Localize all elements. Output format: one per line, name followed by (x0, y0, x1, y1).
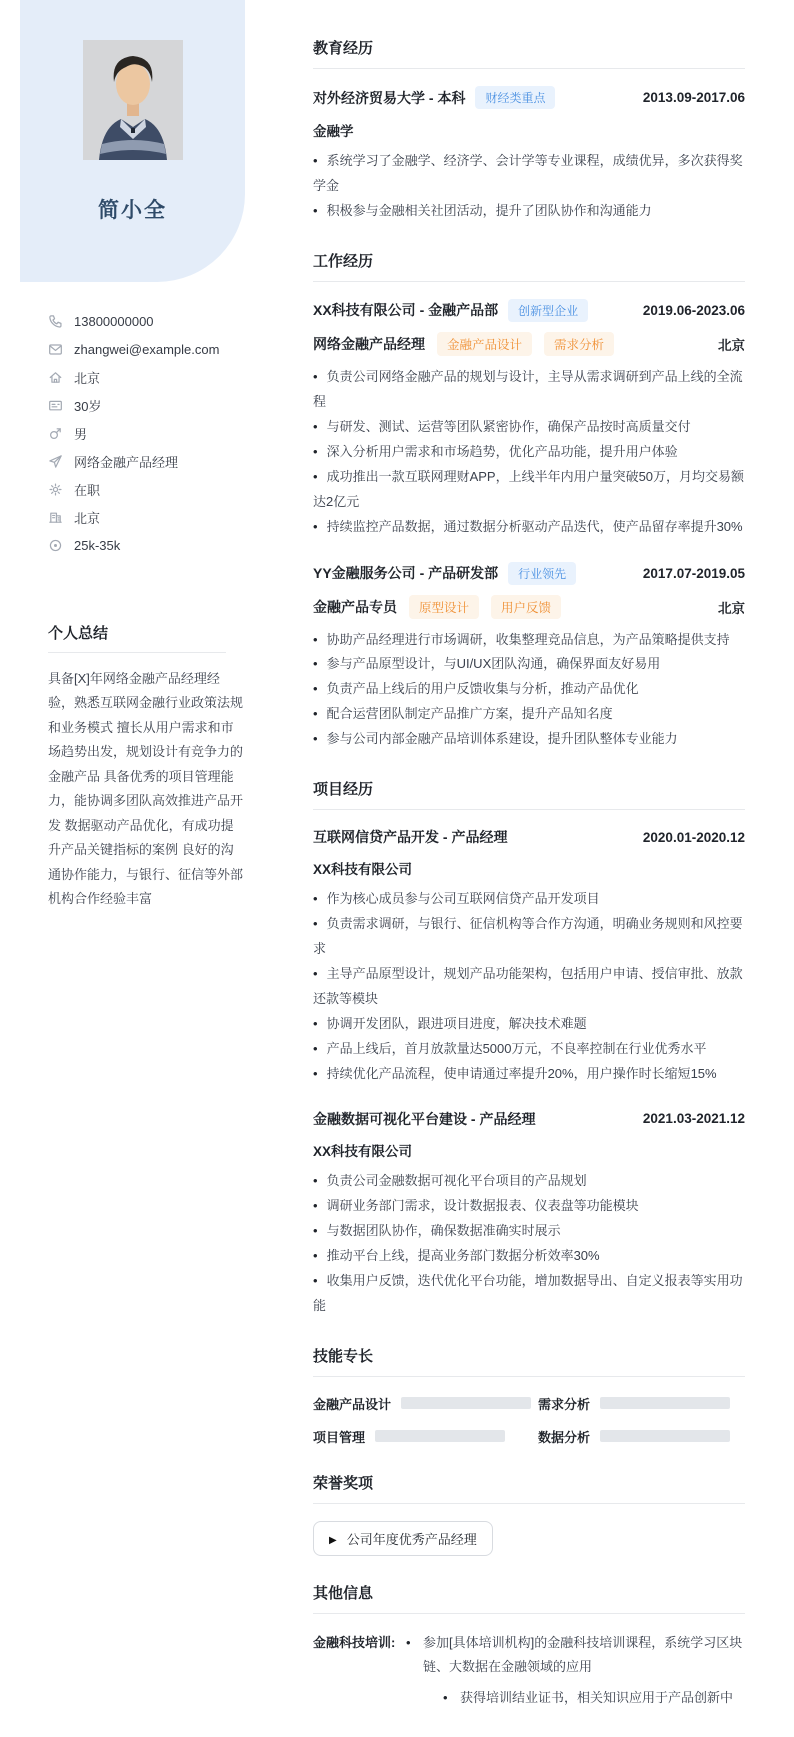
education-bullets (313, 149, 745, 224)
skill-item (538, 1394, 745, 1413)
skill-tag: 金融产品设计 (437, 332, 532, 356)
work-bullets (313, 628, 745, 753)
bullet-item: • 积极参与金融相关社团活动，提升了团队协作和沟通能力 (313, 199, 745, 224)
bullet-item: • 推动平台上线，提高业务部门数据分析效率30% (313, 1244, 745, 1269)
bullet-item: • 参与公司内部金融产品培训体系建设，提升团队整体专业能力 (313, 727, 745, 752)
contact-age-value: 30岁 (74, 398, 102, 414)
honors-title: 荣誉奖项 (313, 1472, 745, 1504)
contact-work-city (48, 503, 245, 531)
honor-label: 公司年度优秀产品经理 (346, 1531, 477, 1547)
school-name: 对外经济贸易大学 - 本科 (313, 89, 466, 106)
project-bullets (313, 1169, 745, 1319)
salary-icon (48, 538, 63, 553)
skill-label: 金融产品设计 (313, 1396, 392, 1412)
bullet-item: • 配合运营团队制定产品推广方案，提升产品知名度 (313, 702, 745, 727)
contact-job-status-value: 在职 (74, 482, 101, 498)
project-entry (313, 827, 745, 1087)
contact-list (48, 307, 245, 559)
sidebar (0, 0, 245, 1737)
company-name: YY金融服务公司 - 产品研发部 (313, 565, 499, 582)
skill-tag: 原型设计 (409, 595, 479, 619)
company-badge: 创新型企业 (508, 299, 588, 322)
skill-label: 需求分析 (538, 1396, 591, 1412)
bullet-item: • 与数据团队协作，确保数据准确实时展示 (313, 1219, 745, 1244)
honors-section (313, 1472, 745, 1556)
honor-item-toggle[interactable] (313, 1521, 493, 1556)
contact-salary-value: 25k-35k (74, 537, 121, 553)
education-section (313, 37, 745, 224)
project-date: 2020.01-2020.12 (642, 829, 745, 845)
other-info-bullets (406, 1631, 745, 1711)
contact-work-city-value: 北京 (74, 510, 101, 526)
profile-photo (83, 40, 183, 160)
skill-progress-bar (401, 1397, 531, 1409)
project-name: 金融数据可视化平台建设 - 产品经理 (313, 1110, 536, 1127)
education-entry (313, 86, 745, 224)
education-date: 2013.09-2017.06 (642, 90, 745, 105)
bullet-item: • 持续监控产品数据，通过数据分析驱动产品迭代，使产品留存率提升30% (313, 515, 745, 540)
contact-gender-value: 男 (74, 426, 88, 442)
summary-title: 个人总结 (48, 622, 226, 653)
contact-target-position (48, 447, 245, 475)
work-entry (313, 562, 745, 753)
contact-phone (48, 307, 245, 335)
bullet-item: • 深入分析用户需求和市场趋势，优化产品功能，提升用户体验 (313, 440, 745, 465)
skill-progress-bar (600, 1397, 730, 1409)
work-location: 北京 (718, 600, 745, 616)
bullet-item: • 主导产品原型设计，规划产品功能架构，包括用户申请、授信审批、放款还款等模块 (313, 962, 745, 1012)
skill-item (313, 1427, 538, 1446)
role-title: 网络金融产品经理 (313, 335, 425, 352)
skills-section (313, 1345, 745, 1446)
home-icon (48, 370, 63, 385)
bullet-item: • 与研发、测试、运营等团队紧密协作，确保产品按时高质量交付 (313, 415, 745, 440)
bullet-item: • 协调开发团队，跟进项目进度，解决技术难题 (313, 1012, 745, 1037)
projects-title: 项目经历 (313, 778, 745, 810)
bullet-item: • 负责产品上线后的用户反馈收集与分析，推动产品优化 (313, 677, 745, 702)
bullet-item: • 获得培训结业证书，相关知识应用于产品创新中 (443, 1686, 745, 1711)
bullet-item: • 协助产品经理进行市场调研，收集整理竞品信息，为产品策略提供支持 (313, 628, 745, 653)
bullet-item: • 负责公司网络金融产品的规划与设计，主导从需求调研到产品上线的全流程 (313, 365, 745, 415)
education-title: 教育经历 (313, 37, 745, 69)
contact-gender (48, 419, 245, 447)
other-info-section (313, 1582, 745, 1711)
major: 金融学 (313, 124, 354, 139)
work-location: 北京 (718, 337, 745, 353)
work-bullets (313, 365, 745, 540)
candidate-name: 简小全 (98, 199, 167, 222)
work-date: 2017.07-2019.05 (642, 565, 745, 581)
project-company: XX科技有限公司 (313, 1143, 413, 1159)
other-info-title: 其他信息 (313, 1582, 745, 1614)
contact-phone-value: 13800000000 (74, 313, 154, 329)
skill-item (313, 1394, 538, 1413)
other-info-label: 金融科技培训: (313, 1634, 396, 1650)
skills-grid (313, 1394, 745, 1446)
project-name: 互联网信贷产品开发 - 产品经理 (313, 829, 508, 846)
bullet-item: • 收集用户反馈，迭代优化平台功能，增加数据导出、自定义报表等实用功能 (313, 1269, 745, 1319)
bullet-item: • 持续优化产品流程，使申请通过率提升20%，用户操作时长缩短15% (313, 1062, 745, 1087)
bullet-item: • 成功推出一款互联网理财APP，上线半年内用户量突破50万，月均交易额达2亿元 (313, 465, 745, 515)
summary-section (48, 622, 245, 911)
age-icon (48, 398, 63, 413)
contact-home-city (48, 363, 245, 391)
bullet-item: • 作为核心成员参与公司互联网信贷产品开发项目 (313, 887, 745, 912)
contact-email-value: zhangwei@example.com (74, 341, 220, 357)
skill-tag: 用户反馈 (491, 595, 561, 619)
skill-label: 数据分析 (538, 1429, 591, 1445)
skill-progress-bar (600, 1430, 730, 1442)
profile-photo-illustration (83, 40, 183, 160)
bullet-item: • 负责公司金融数据可视化平台项目的产品规划 (313, 1169, 745, 1194)
bullet-item: • 系统学习了金融学、经济学、会计学等专业课程，成绩优异，多次获得奖学金 (313, 149, 745, 199)
project-company: XX科技有限公司 (313, 862, 413, 878)
status-icon (48, 482, 63, 497)
contact-home-city-value: 北京 (74, 370, 101, 386)
skill-tag: 需求分析 (544, 332, 614, 356)
position-icon (48, 454, 63, 469)
bullet-item: • 调研业务部门需求，设计数据报表、仪表盘等功能模块 (313, 1194, 745, 1219)
profile-panel (20, 0, 245, 282)
skills-title: 技能专长 (313, 1345, 745, 1377)
work-date: 2019.06-2023.06 (642, 302, 745, 318)
bullet-item: • 参与产品原型设计，与UI/UX团队沟通，确保界面友好易用 (313, 652, 745, 677)
project-bullets (313, 887, 745, 1087)
skill-progress-bar (375, 1430, 505, 1442)
work-section (313, 250, 745, 752)
contact-salary (48, 531, 245, 559)
contact-age (48, 391, 245, 419)
projects-section (313, 778, 745, 1318)
company-badge: 行业领先 (508, 562, 576, 585)
contact-job-status (48, 475, 245, 503)
project-date: 2021.03-2021.12 (642, 1111, 745, 1127)
contact-target-position-value: 网络金融产品经理 (74, 454, 179, 470)
play-icon (329, 1531, 337, 1546)
other-info-row (313, 1631, 745, 1711)
bullet-item: • 参加[具体培训机构]的金融科技培训课程，系统学习区块链、大数据在金融领域的应用 (406, 1631, 745, 1680)
role-title: 金融产品专员 (313, 598, 397, 615)
work-title: 工作经历 (313, 250, 745, 282)
phone-icon (48, 314, 63, 329)
school-badge: 财经类重点 (475, 86, 555, 109)
project-entry (313, 1109, 745, 1319)
skill-label: 项目管理 (313, 1429, 366, 1445)
bullet-item: • 负责需求调研，与银行、征信机构等合作方沟通，明确业务规则和风控要求 (313, 912, 745, 962)
email-icon (48, 342, 63, 357)
work-entry (313, 299, 745, 540)
summary-text: 具备[X]年网络金融产品经理经验，熟悉互联网金融行业政策法规和业务模式 擅长从用户需求和市场趋势出发，规划设计有竞争力的金融产品 具备优秀的项目管理能力，能协调多团队高效推进产品开发 数据驱动产品优化，有成功提升产品关键指标的案例 良好的沟通协作能力，与银行、征信等外部机构合作经验丰富 (48, 671, 244, 906)
city-icon (48, 510, 63, 525)
bullet-item: • 产品上线后，首月放款量达5000万元，不良率控制在行业优秀水平 (313, 1037, 745, 1062)
skill-item (538, 1427, 745, 1446)
company-name: XX科技有限公司 - 金融产品部 (313, 302, 499, 319)
resume-main (245, 0, 794, 1737)
gender-icon (48, 426, 63, 441)
contact-email (48, 335, 245, 363)
